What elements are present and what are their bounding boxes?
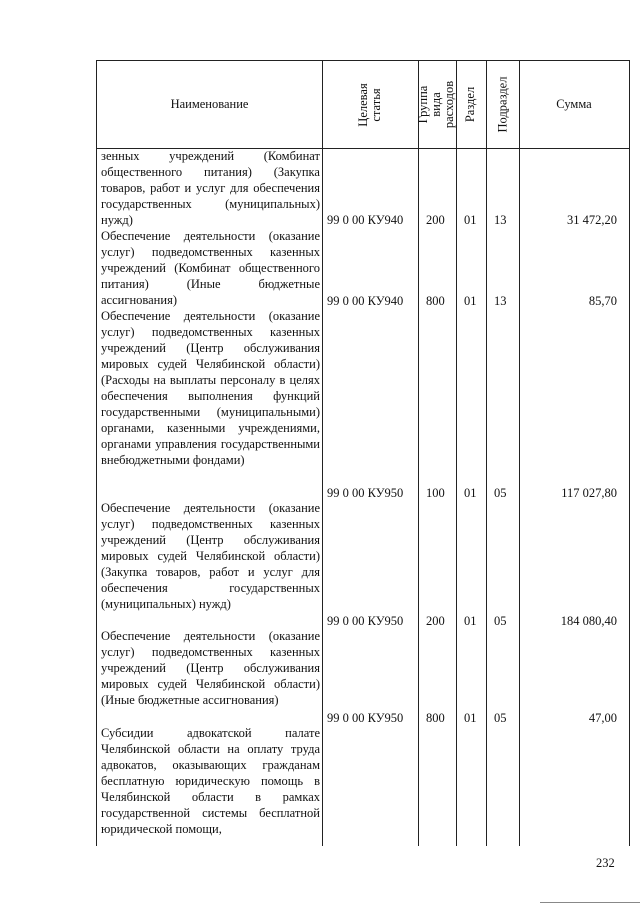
header-sum-label: Сумма [556,97,592,111]
header-subsection [486,61,519,148]
row-subsection: 05 [494,614,507,628]
row-subsection: 05 [494,711,507,725]
row-article: 99 0 00 КУ950 [327,486,404,500]
header-subsection-label: Подраздел [495,76,509,133]
header-target-article [322,61,418,148]
row-group: 800 [426,294,445,308]
row-section: 01 [464,614,477,628]
row-section: 01 [464,213,477,227]
header-target-article-label: Целевая статья [356,82,383,127]
row-description: Обеспечение деятельности (оказание услуг) подведомственных казенных учреждений (Центр обслуживания мировых судей Челябинской области) (Расходы на выплаты персоналу в целях обеспечения выполнения функций государственными (муниципальными) органами, казенными учреждениями, органами управления государственными внебюджетными фондами) [101,309,320,467]
row-group: 800 [426,711,445,725]
row-subsection: 13 [494,213,507,227]
page-number: 232 [596,856,615,870]
row-article: 99 0 00 КУ950 [327,711,404,725]
header-expense-group [418,61,456,148]
budget-table [96,60,630,846]
row-section: 01 [464,486,477,500]
row-article: 99 0 00 КУ950 [327,614,404,628]
row-group: 200 [426,614,445,628]
header-name [97,61,322,148]
row-sum: 85,70 [588,294,617,308]
row-sum: 117 027,80 [561,486,617,500]
header-section-label: Раздел [463,86,478,123]
col-divider [418,61,419,846]
header-section [456,61,486,148]
row-sum: 184 080,40 [560,614,617,628]
header-sum [519,61,629,148]
col-divider [322,61,323,846]
row-group: 100 [426,486,445,500]
row-sum: 31 472,20 [567,213,617,227]
col-divider [486,61,487,846]
footer-rule [540,902,640,903]
row-section: 01 [464,711,477,725]
header-expense-group-label: Группа вида расходов [416,80,457,129]
row-description: Обеспечение деятельности (оказание услуг) подведомственных казенных учреждений (Комбинат общественного питания) (Иные бюджетные ассигнования) [101,229,320,307]
row-description: Субсидии адвокатской палате Челябинской области на оплату труда адвокатов, оказывающих гражданам бесплатную юридическую помощь в Челябинской области в рамках государственной системы бесплатной юридической помощи, [101,726,320,836]
row-group: 200 [426,213,445,227]
row-description: Обеспечение деятельности (оказание услуг) подведомственных казенных учреждений (Центр обслуживания мировых судей Челябинской области) (Закупка товаров, работ и услуг для обеспечения государственных (муниципальных) нужд) [101,501,320,611]
row-subsection: 05 [494,486,507,500]
row-article: 99 0 00 КУ940 [327,294,404,308]
col-divider [456,61,457,846]
row-section: 01 [464,294,477,308]
row-article: 99 0 00 КУ940 [327,213,404,227]
row-description: Обеспечение деятельности (оказание услуг) подведомственных казенных учреждений (Центр обслуживания мировых судей Челябинской области) (Иные бюджетные ассигнования) [101,629,320,707]
header-name-label: Наименование [170,97,249,111]
col-divider [519,61,520,846]
row-description: зенных учреждений (Комбинат общественного питания) (Закупка товаров, работ и услуг для обеспечения государственных (муниципальных) нужд) [101,149,320,227]
row-subsection: 13 [494,294,507,308]
row-sum: 47,00 [588,711,617,725]
table-header [97,61,629,149]
